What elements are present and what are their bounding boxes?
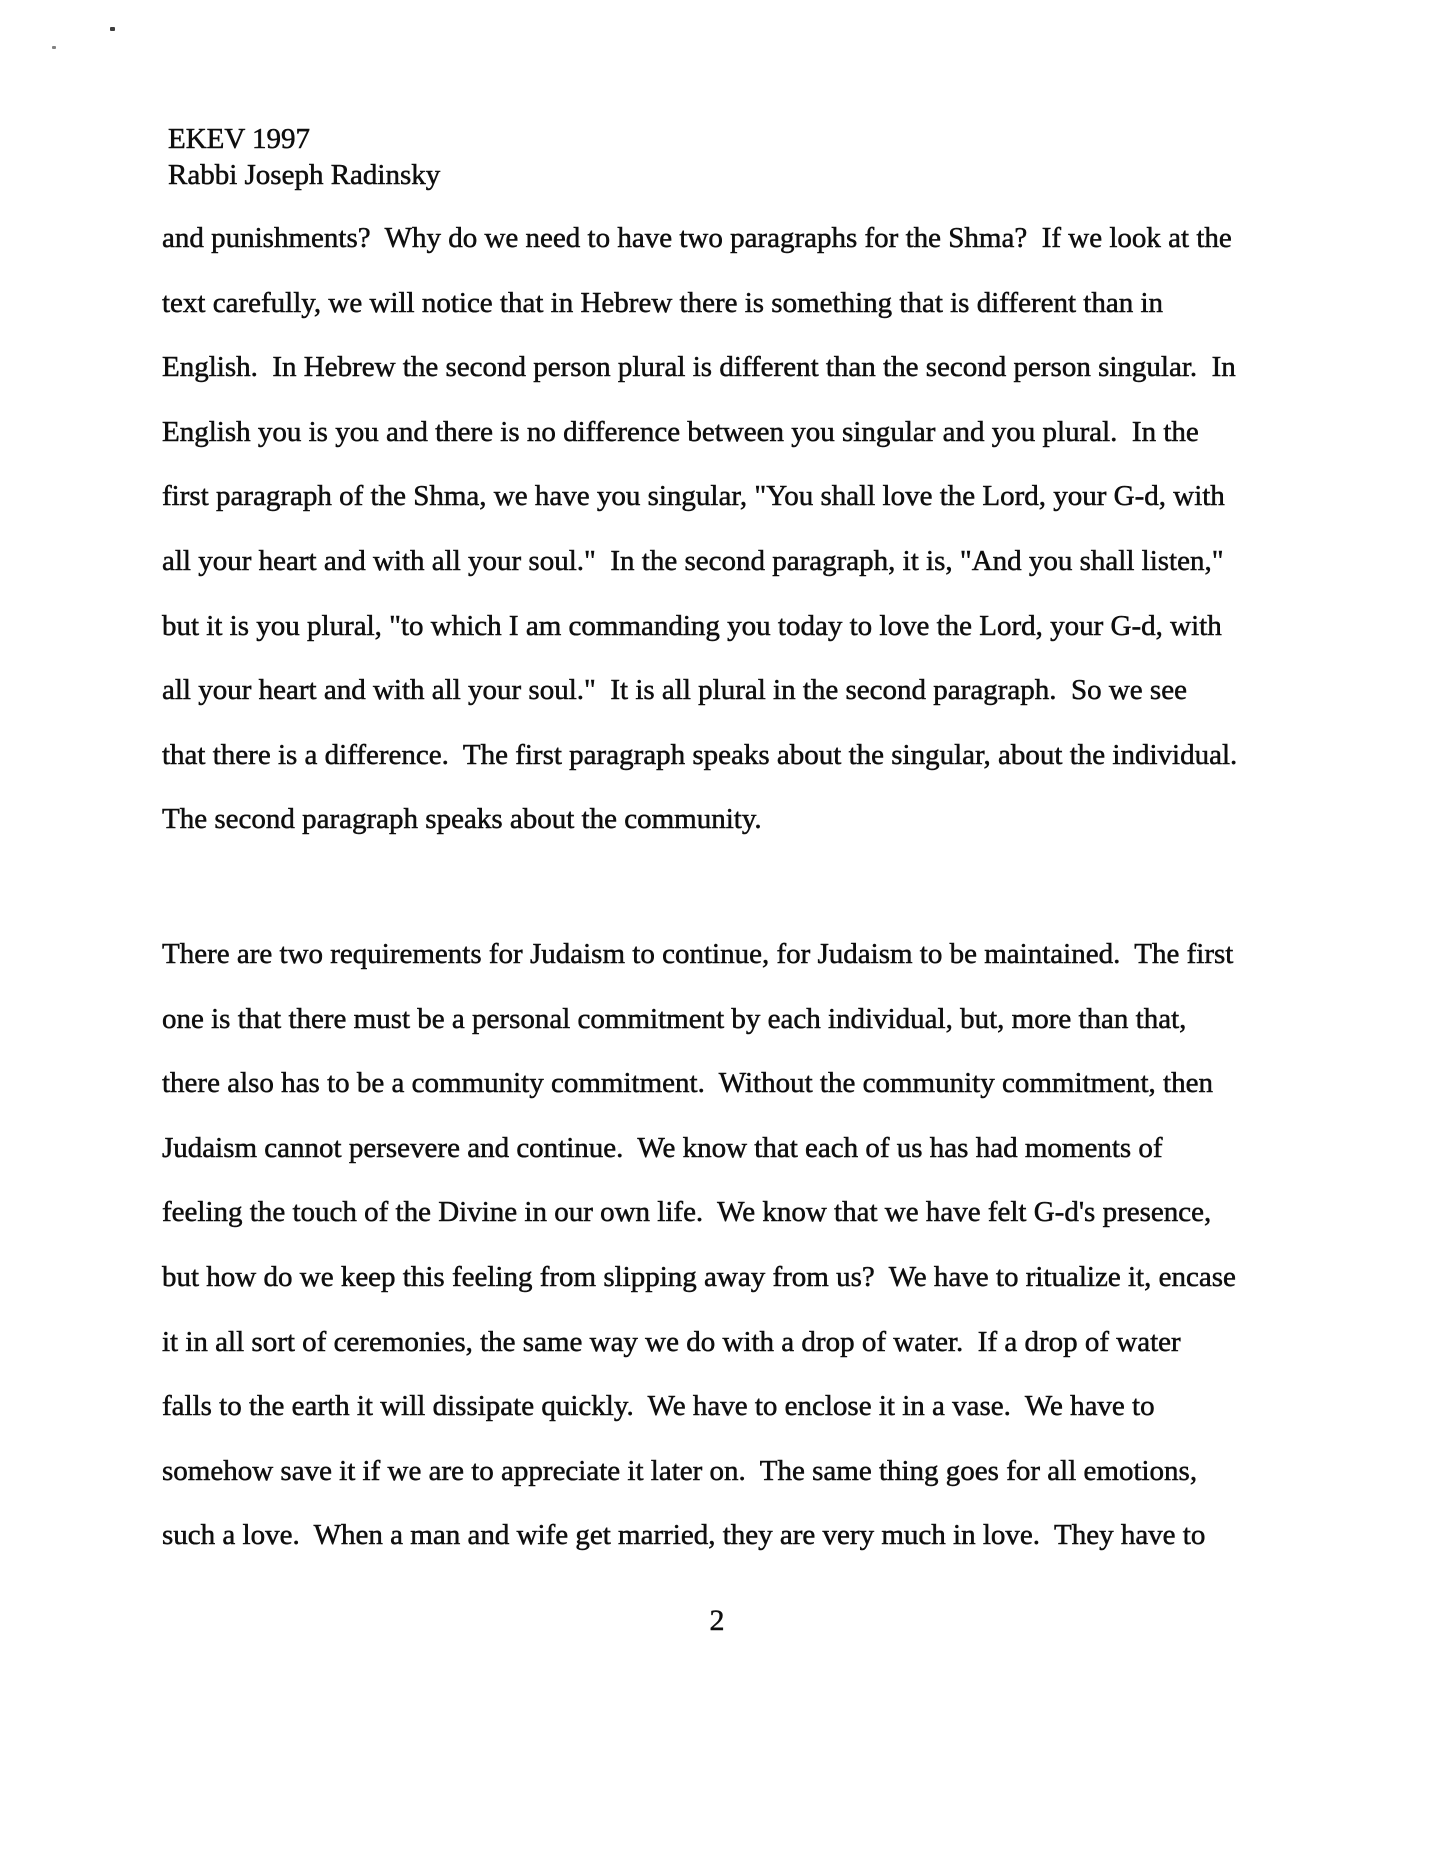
text-line: first paragraph of the Shma, we have you singular, "You shall love the Lord, your G-d, with (162, 480, 1225, 513)
text-line: English you is you and there is no difference between you singular and you plural. In the (162, 415, 1199, 448)
doc-title: EKEV 1997 (168, 123, 311, 155)
text-line: somehow save it if we are to appreciate it later on. The same thing goes for all emotions, (162, 1454, 1198, 1487)
text-line: The second paragraph speaks about the community. (162, 803, 762, 836)
body-paragraph-1 (162, 206, 1237, 852)
text-line: one is that there must be a personal commitment by each individual, but, more than that, (162, 1002, 1187, 1035)
text-line: falls to the earth it will dissipate quickly. We have to enclose it in a vase. We have to (162, 1390, 1155, 1423)
text-line: all your heart and with all your soul." It is all plural in the second paragraph. So we see (162, 674, 1187, 707)
text-line: but it is you plural, "to which I am commanding you today to love the Lord, your G-d, with (162, 609, 1222, 642)
text-line: text carefully, we will notice that in Hebrew there is something that is different than in (162, 286, 1164, 319)
page-number: 2 (709, 1604, 725, 1637)
text-line: English. In Hebrew the second person plural is different than the second person singular. In (162, 351, 1236, 384)
text-line: such a love. When a man and wife get married, they are very much in love. They have to (162, 1519, 1206, 1552)
text-line: and punishments? Why do we need to have two paragraphs for the Shma? If we look at the (162, 222, 1232, 254)
scan-speck (110, 27, 115, 31)
scan-speck (52, 46, 56, 49)
text-line: Judaism cannot persevere and continue. We know that each of us has had moments of (162, 1131, 1163, 1164)
text-line: that there is a difference. The first paragraph speaks about the singular, about the individual. (162, 738, 1238, 771)
text-line: There are two requirements for Judaism to continue, for Judaism to be maintained. The first (162, 938, 1234, 970)
text-line: feeling the touch of the Divine in our own life. We know that we have felt G-d's presence, (162, 1196, 1212, 1229)
text-line: it in all sort of ceremonies, the same way we do with a drop of water. If a drop of water (162, 1325, 1181, 1358)
text-line: all your heart and with all your soul." In the second paragraph, it is, "And you shall listen," (162, 544, 1224, 577)
text-line: there also has to be a community commitment. Without the community commitment, then (162, 1067, 1213, 1100)
text-line: but how do we keep this feeling from slipping away from us? We have to ritualize it, encase (162, 1260, 1236, 1293)
body-paragraph-2 (162, 922, 1236, 1568)
doc-author: Rabbi Joseph Radinsky (168, 159, 441, 191)
doc-header (168, 121, 440, 193)
